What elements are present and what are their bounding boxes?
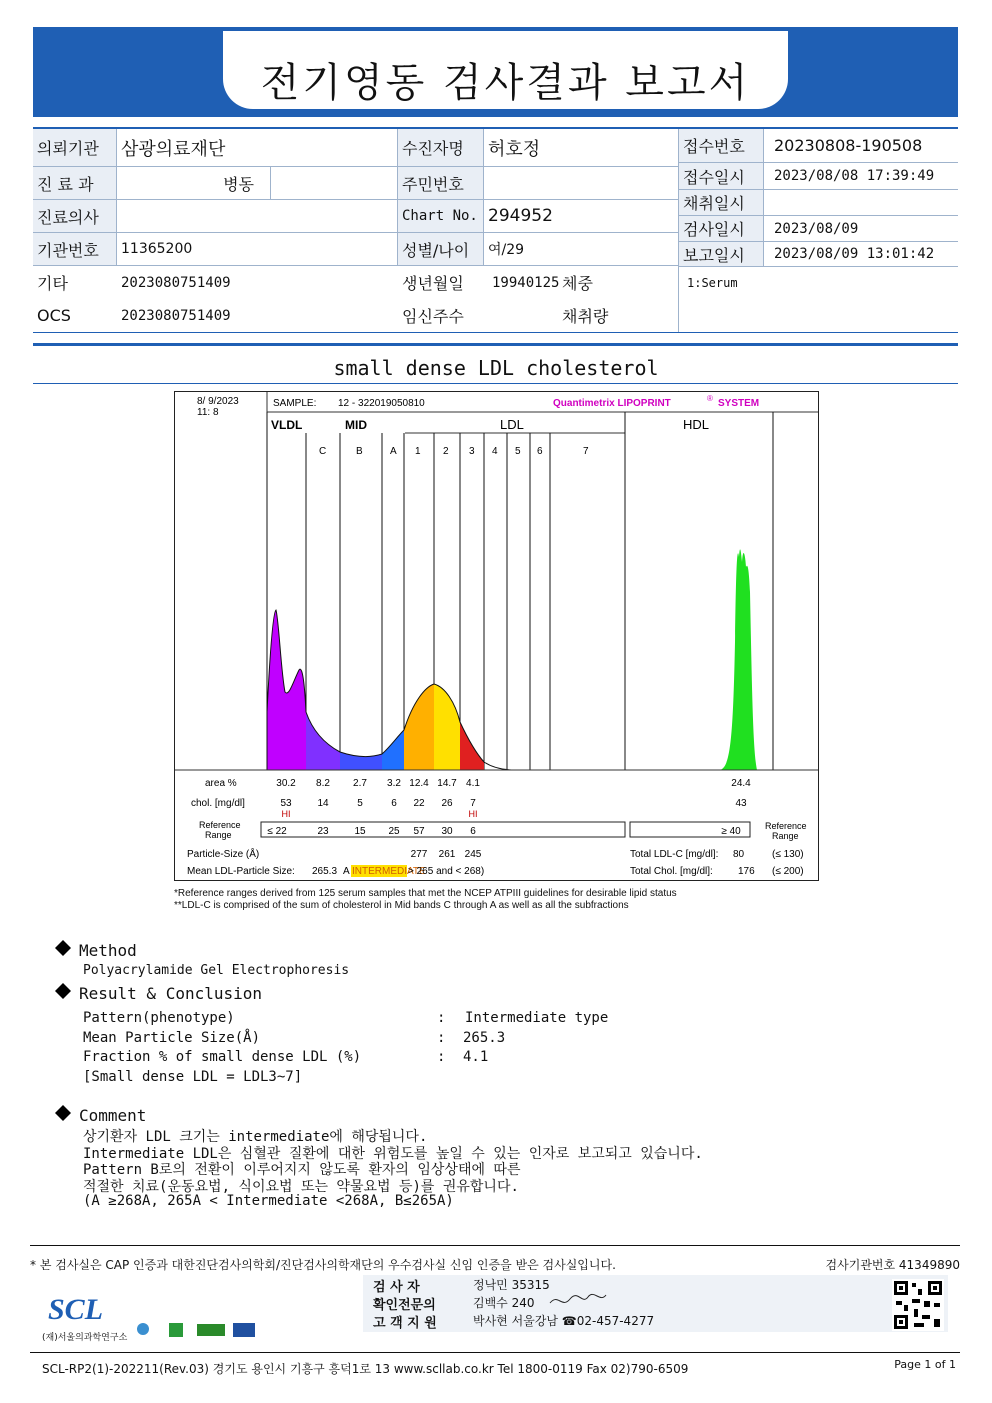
ref-right-2: Range bbox=[772, 831, 799, 841]
chart-date: 8/ 9/2023 bbox=[197, 396, 239, 407]
value-inst-no: 11365200 bbox=[121, 241, 193, 257]
sig-label-2: 확인전문의 bbox=[373, 1298, 436, 1313]
band-label-6: 6 bbox=[537, 446, 543, 457]
result-note: [Small dense LDL = LDL3~7] bbox=[83, 1069, 303, 1085]
label-dept: 진 료 과 bbox=[33, 167, 116, 199]
label-weight: 체중 bbox=[562, 274, 593, 293]
chol-value: 22 bbox=[413, 798, 425, 809]
mean-size: 265.3 bbox=[312, 866, 338, 877]
footer-address: SCL-RP2(1)-202211(Rev.03) 경기도 용인시 기흥구 흥덕1로 13 www.scllab.co.kr Tel 1800-0119 Fax 02)790-6509 bbox=[42, 1362, 689, 1376]
brand-mark: ® bbox=[707, 394, 713, 403]
band-label-A: A bbox=[390, 446, 397, 457]
peak-mid-c bbox=[306, 712, 340, 770]
chol-value: 14 bbox=[317, 798, 329, 809]
result-value-1: Intermediate type bbox=[465, 1010, 609, 1026]
comment-line-1: 상기환자 LDL 크기는 intermediate에 해당됩니다. bbox=[83, 1129, 428, 1145]
row-ref-label-1: Reference bbox=[199, 820, 241, 830]
band-labels bbox=[319, 446, 589, 457]
total-ldl-label: Total LDL-C [mg/dl]: bbox=[630, 849, 719, 860]
area-value: 30.2 bbox=[276, 778, 296, 789]
value-sex-age: 여/29 bbox=[488, 242, 525, 258]
hi-flag: HI bbox=[281, 809, 291, 819]
brand-suffix: SYSTEM bbox=[718, 398, 760, 409]
hi-flag: HI bbox=[468, 809, 478, 819]
chol-value: 7 bbox=[470, 798, 476, 809]
mean-prefix: A bbox=[343, 866, 350, 877]
reference-value: ≤ 22 bbox=[267, 826, 287, 837]
reference-value: 23 bbox=[317, 826, 329, 837]
sample-label: SAMPLE: bbox=[273, 398, 317, 409]
band-label-C: C bbox=[319, 446, 327, 457]
band-label-5: 5 bbox=[515, 446, 521, 457]
mean-range: > 265 and < 268) bbox=[408, 866, 485, 877]
peak-ldl-2 bbox=[434, 684, 460, 770]
band-separators bbox=[267, 412, 773, 770]
sig-label-1: 검 사 자 bbox=[373, 1280, 420, 1295]
value-receipt-no: 20230808-190508 bbox=[774, 136, 923, 155]
label-institution: 의뢰기관 bbox=[33, 129, 116, 166]
label-birth: 생년월일 bbox=[402, 274, 464, 293]
label-report-dt: 보고일시 bbox=[679, 242, 763, 266]
total-chol-label: Total Chol. [mg/dl]: bbox=[630, 866, 713, 877]
area-value: 14.7 bbox=[437, 778, 457, 789]
mean-type: INTERMEDIATE bbox=[352, 866, 426, 877]
brand-text: Quantimetrix LIPOPRINT bbox=[553, 398, 671, 409]
method-heading: Method bbox=[55, 940, 137, 960]
result-label-1: Pattern(phenotype) bbox=[83, 1010, 235, 1026]
divider bbox=[33, 343, 958, 346]
ref-right-1: Reference bbox=[765, 821, 807, 831]
value-specimen: 1:Serum bbox=[687, 276, 738, 290]
total-ldl-ref: (≤ 130) bbox=[772, 849, 804, 860]
comment-line-4: 적절한 치료(운동요법, 식이요법 또는 약물요법 등)를 권유합니다. bbox=[83, 1179, 519, 1195]
signature-box bbox=[363, 1275, 948, 1332]
reference-value: 30 bbox=[441, 826, 453, 837]
area-value: 3.2 bbox=[387, 778, 401, 789]
value-chart-no: 294952 bbox=[488, 206, 553, 226]
result-value-3: 4.1 bbox=[463, 1049, 489, 1065]
value-test-dt: 2023/08/09 bbox=[774, 220, 859, 237]
row-chol-label: chol. [mg/dl] bbox=[191, 798, 245, 809]
area-value: 4.1 bbox=[466, 778, 480, 789]
result-colon-1: : bbox=[437, 1010, 446, 1026]
footnote-1: *Reference ranges derived from 125 serum samples that met the NCEP ATPIII guidelines for desirable lipid status bbox=[174, 888, 677, 899]
peak-mid-a bbox=[382, 730, 404, 770]
divider bbox=[33, 383, 958, 384]
comment-line-3: Pattern B로의 전환이 이루어지지 않도록 환자의 임상상태에 따른 bbox=[83, 1162, 521, 1178]
label-receipt-no: 접수번호 bbox=[679, 129, 763, 162]
value-birth: 19940125 bbox=[492, 274, 560, 291]
label-chart-no: Chart No. bbox=[398, 200, 483, 232]
diamond-bullet-icon bbox=[55, 983, 71, 999]
method-text: Polyacrylamide Gel Electrophoresis bbox=[83, 963, 350, 978]
label-doctor: 진료의사 bbox=[33, 200, 116, 232]
peak-vldl bbox=[267, 610, 306, 770]
value-ocs: 2023080751409 bbox=[121, 307, 231, 324]
chol-value: 6 bbox=[391, 798, 397, 809]
value-dept: 병동 bbox=[223, 174, 254, 194]
chart-footnotes bbox=[174, 888, 677, 912]
label-volume: 채취량 bbox=[562, 307, 609, 326]
total-chol: 176 bbox=[738, 866, 755, 877]
diamond-bullet-icon bbox=[55, 1105, 71, 1121]
value-receipt-dt: 2023/08/08 17:39:49 bbox=[774, 168, 935, 184]
densitometry-svg bbox=[175, 392, 818, 880]
table-values bbox=[267, 778, 751, 860]
label-ocs: OCS bbox=[37, 306, 71, 325]
area-value: 24.4 bbox=[731, 778, 751, 789]
band-label-2: 2 bbox=[443, 446, 449, 457]
group-hdl: HDL bbox=[683, 417, 710, 432]
sig-value-3: 박사현 서울강남 ☎02-457-4277 bbox=[473, 1314, 655, 1328]
band-label-B: B bbox=[356, 446, 363, 457]
value-report-dt: 2023/08/09 13:01:42 bbox=[774, 246, 935, 262]
band-label-1: 1 bbox=[415, 446, 421, 457]
section-title: small dense LDL cholesterol bbox=[333, 356, 659, 380]
band-label-4: 4 bbox=[492, 446, 498, 457]
reference-value: 6 bbox=[470, 826, 476, 837]
sample-id: 12 - 322019050810 bbox=[338, 398, 425, 409]
sig-value-1: 정낙민 35315 bbox=[473, 1278, 550, 1292]
label-rrn: 주민번호 bbox=[398, 167, 483, 199]
area-value: 12.4 bbox=[409, 778, 429, 789]
label-preg: 임신주수 bbox=[402, 307, 464, 326]
row-ps-label: Particle-Size (Å) bbox=[187, 849, 260, 860]
result-colon-2: : bbox=[437, 1030, 446, 1046]
patient-info-table bbox=[33, 127, 958, 333]
total-ldl: 80 bbox=[733, 849, 745, 860]
lipoprint-chart bbox=[174, 391, 819, 881]
page-number: Page 1 of 1 bbox=[894, 1358, 956, 1371]
particle-size-value: 245 bbox=[464, 849, 482, 860]
reference-value: 15 bbox=[354, 826, 366, 837]
chol-value: 53 bbox=[280, 798, 292, 809]
report-title: 전기영동 검사결과 보고서 bbox=[260, 60, 751, 106]
label-etc: 기타 bbox=[37, 274, 68, 293]
row-ref-label-2: Range bbox=[205, 830, 232, 840]
reference-value: 57 bbox=[413, 826, 425, 837]
label-receipt-dt: 접수일시 bbox=[679, 163, 763, 189]
result-value-2: 265.3 bbox=[463, 1030, 506, 1046]
header-title-box bbox=[223, 31, 788, 109]
chol-value: 43 bbox=[735, 798, 747, 809]
chart-time: 11: 8 bbox=[197, 407, 219, 418]
comment-heading: Comment bbox=[55, 1105, 146, 1125]
sig-value-2: 김백수 240 bbox=[473, 1296, 535, 1310]
label-collect-dt: 채취일시 bbox=[679, 190, 763, 215]
value-etc: 2023080751409 bbox=[121, 274, 231, 291]
group-vldl: VLDL bbox=[271, 418, 303, 432]
accreditation-note: * 본 검사실은 CAP 인증과 대한진단검사의학회/진단검사의학재단의 우수검사실 신임 인증을 받은 검사실입니다. bbox=[30, 1258, 616, 1272]
result-label-3: Fraction % of small dense LDL (%) bbox=[83, 1049, 362, 1065]
footnote-2: **LDL-C is comprised of the sum of cholesterol in Mid bands C through A as well as all the subfractions bbox=[174, 900, 629, 911]
result-label-2: Mean Particle Size(Å) bbox=[83, 1030, 261, 1046]
peak-hdl bbox=[720, 549, 757, 770]
row-mean-label: Mean LDL-Particle Size: bbox=[187, 866, 295, 877]
band-label-7: 7 bbox=[583, 446, 589, 457]
particle-size-value: 261 bbox=[438, 849, 456, 860]
chol-value: 5 bbox=[357, 798, 363, 809]
particle-size-value: 277 bbox=[410, 849, 428, 860]
comment-line-2: Intermediate LDL은 심혈관 질환에 대한 위험도를 높일 수 있는 인자로 보고되고 있습니다. bbox=[83, 1146, 703, 1162]
result-heading: Result & Conclusion bbox=[55, 983, 262, 1003]
diamond-bullet-icon bbox=[55, 940, 71, 956]
area-value: 8.2 bbox=[316, 778, 330, 789]
reference-value: 25 bbox=[388, 826, 400, 837]
total-chol-ref: (≤ 200) bbox=[772, 866, 804, 877]
reference-value: ≥ 40 bbox=[721, 826, 741, 837]
label-sex-age: 성별/나이 bbox=[398, 233, 483, 265]
scl-logo: SCL bbox=[48, 1293, 104, 1326]
sig-label-3: 고 객 지 원 bbox=[373, 1316, 437, 1331]
peak-mid-b bbox=[340, 752, 382, 770]
scl-logo-sub: (재)서울의과학연구소 bbox=[42, 1333, 128, 1343]
comment-line-5: (A ≥268A, 265A < Intermediate <268A, B≤265A) bbox=[83, 1193, 454, 1209]
group-mid: MID bbox=[345, 418, 367, 432]
qr-code-icon bbox=[892, 1279, 944, 1331]
row-area-label: area % bbox=[205, 778, 237, 789]
result-colon-3: : bbox=[437, 1049, 446, 1065]
signature-scribble bbox=[548, 1291, 608, 1311]
institution-code: 검사기관번호 41349890 bbox=[825, 1258, 960, 1272]
label-patient: 수진자명 bbox=[398, 129, 483, 166]
value-institution: 삼광의료재단 bbox=[121, 138, 226, 160]
label-test-dt: 검사일시 bbox=[679, 216, 763, 241]
label-inst-no: 기관번호 bbox=[33, 233, 116, 265]
group-ldl: LDL bbox=[500, 417, 524, 432]
header-band bbox=[33, 27, 958, 117]
certification-logos bbox=[135, 1318, 260, 1340]
area-value: 2.7 bbox=[353, 778, 367, 789]
value-patient: 허호정 bbox=[488, 138, 541, 160]
chol-value: 26 bbox=[441, 798, 453, 809]
band-label-3: 3 bbox=[469, 446, 475, 457]
